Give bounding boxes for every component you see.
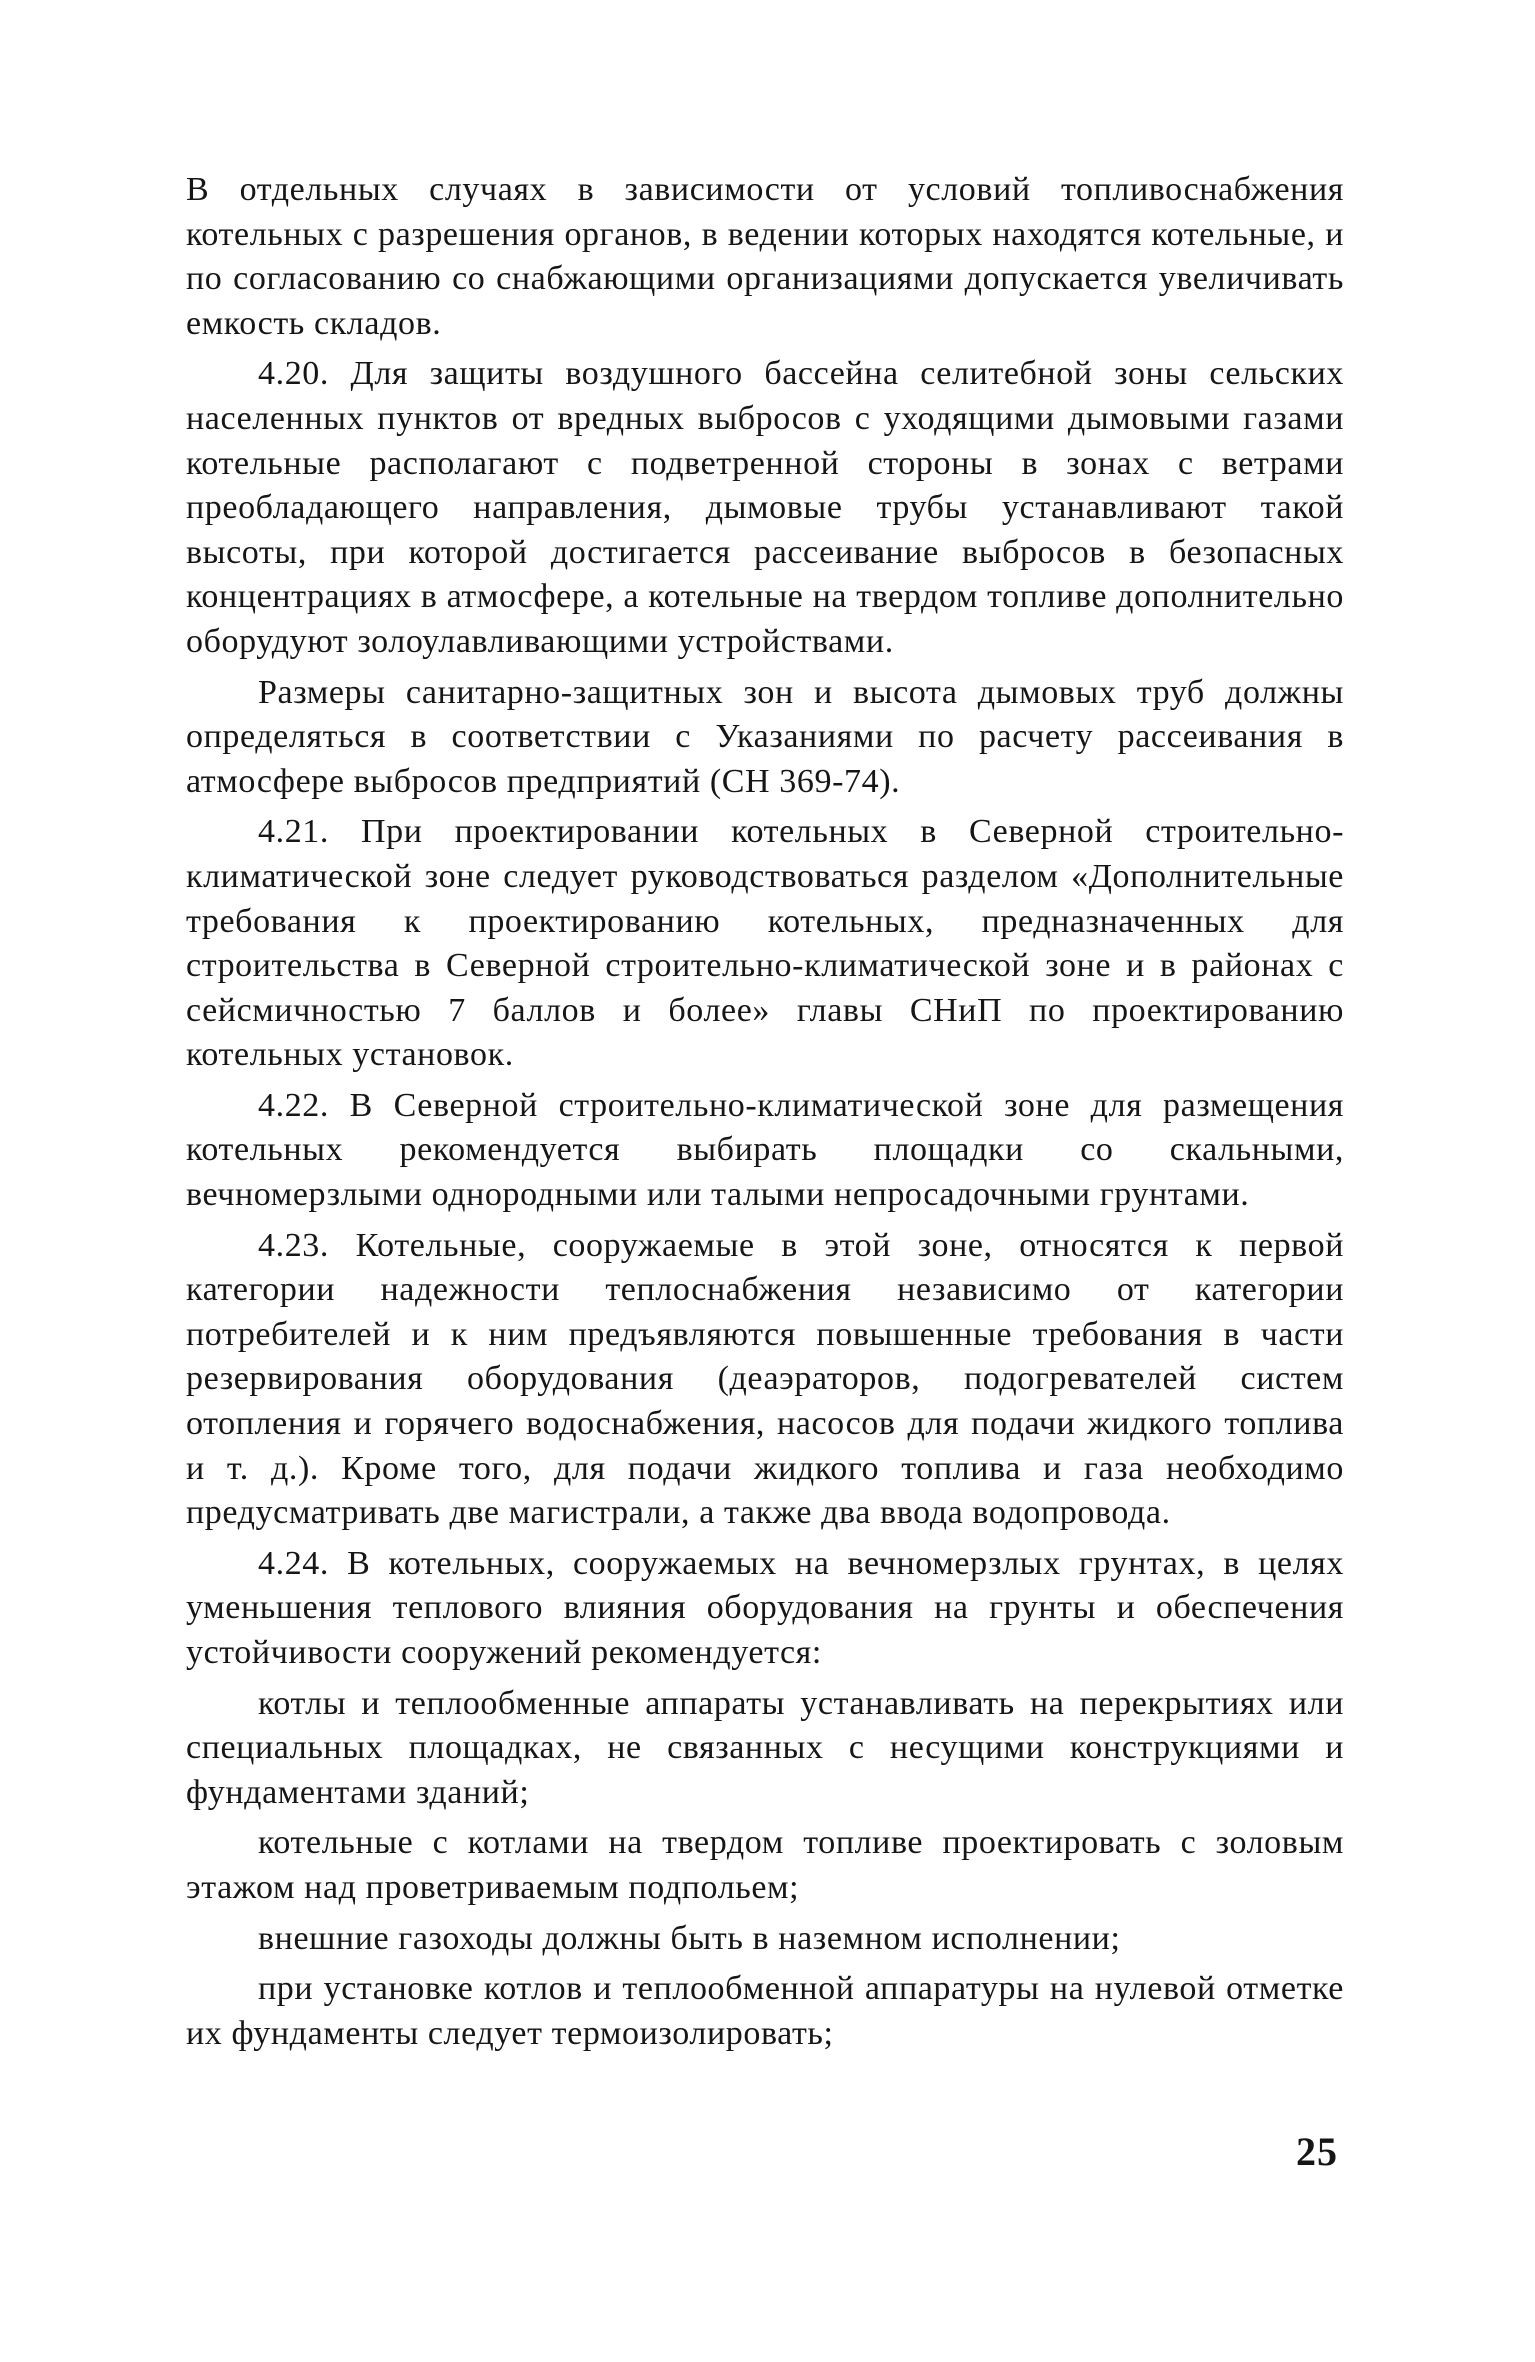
paragraph-text: В Северной строительно-климатической зоне для размещения котельных рекомендуется выбирать площадки со скальными, вечномерзлыми однородными или талыми непросадочными грунтами. [186, 1086, 1344, 1214]
paragraph-text: При проектировании котельных в Северной строительно-климатической зоне следует руководствоваться разделом «Дополнительные требования к проектированию котельных, предназначенных для строительства в Северной строительно-климатической зоне и в районах с сейсмичностью 7 баллов и более» главы СНиП по проектированию котельных установок. [186, 813, 1344, 1074]
section-number: 4.24. [258, 1544, 329, 1582]
paragraph-text: котельные с котлами на твердом топливе проектировать с золовым этажом над проветриваемым подпольем; [186, 1824, 1344, 1906]
paragraph-4-23 [186, 1224, 1344, 1536]
list-item [186, 1682, 1344, 1816]
section-number: 4.21. [258, 813, 329, 851]
list-item [186, 1917, 1344, 1962]
paragraph-4-20 [186, 352, 1344, 664]
paragraph [186, 168, 1344, 346]
section-number: 4.20. [258, 355, 329, 393]
paragraph-text: В котельных, сооружаемых на вечномерзлых грунтах, в целях уменьшения теплового влияния оборудования на грунты и обеспечения устойчивости сооружений рекомендуется: [186, 1544, 1344, 1671]
paragraph-4-22 [186, 1084, 1344, 1218]
paragraph-text: котлы и теплообменные аппараты устанавливать на перекрытиях или специальных площадках, не связанных с несущими конструкциями и фундаментами зданий; [186, 1684, 1344, 1811]
paragraph-text: Для защиты воздушного бассейна селитебной зоны сельских населенных пунктов от вредных выбросов с уходящими дымовыми газами котельные располагают с подветренной стороны в зонах с ветрами преобладающего направления, дымовые трубы устанавливают такой высоты, при которой достигается рассеивание выбросов в безопасных концентрациях в атмосфере, а котельные на твердом топливе дополнительно оборудуют золоулавливающими устройствами. [186, 355, 1344, 660]
list-item [186, 1967, 1344, 2056]
list-item [186, 1821, 1344, 1910]
page-body [186, 168, 1344, 2062]
paragraph-text: Размеры санитарно-защитных зон и высота дымовых труб должны определяться в соответствии с Указаниями по расчету рассеивания в атмосфере выбросов предприятий (СН 369-74). [186, 673, 1344, 800]
paragraph-text: при установке котлов и теплообменной аппаратуры на нулевой отметке их фундаменты следует термоизолировать; [186, 1970, 1344, 2052]
section-number: 4.23. [258, 1226, 329, 1264]
paragraph-4-21 [186, 810, 1344, 1078]
page-number: 25 [1296, 2129, 1338, 2174]
paragraph [186, 671, 1344, 805]
paragraph-4-24 [186, 1542, 1344, 1676]
paragraph-text: Котельные, сооружаемые в этой зоне, относятся к первой категории надежности теплоснабжения независимо от категории потребителей и к ним предъявляются повышенные требования в части резервирования оборудования (деаэраторов, подогревателей систем отопления и горячего водоснабжения, насосов для подачи жидкого топлива и т. д.). Кроме того, для подачи жидкого топлива и газа необходимо предусматривать две магистрали, а также два ввода водопровода. [186, 1226, 1344, 1532]
section-number: 4.22. [258, 1086, 329, 1124]
paragraph-text: внешние газоходы должны быть в наземном исполнении; [258, 1919, 1121, 1957]
paragraph-text: В отдельных случаях в зависимости от условий топливоснабжения котельных с разрешения органов, в ведении которых находятся котельные, и по согласованию со снабжающими организациями допускается увеличивать емкость складов. [186, 171, 1344, 342]
